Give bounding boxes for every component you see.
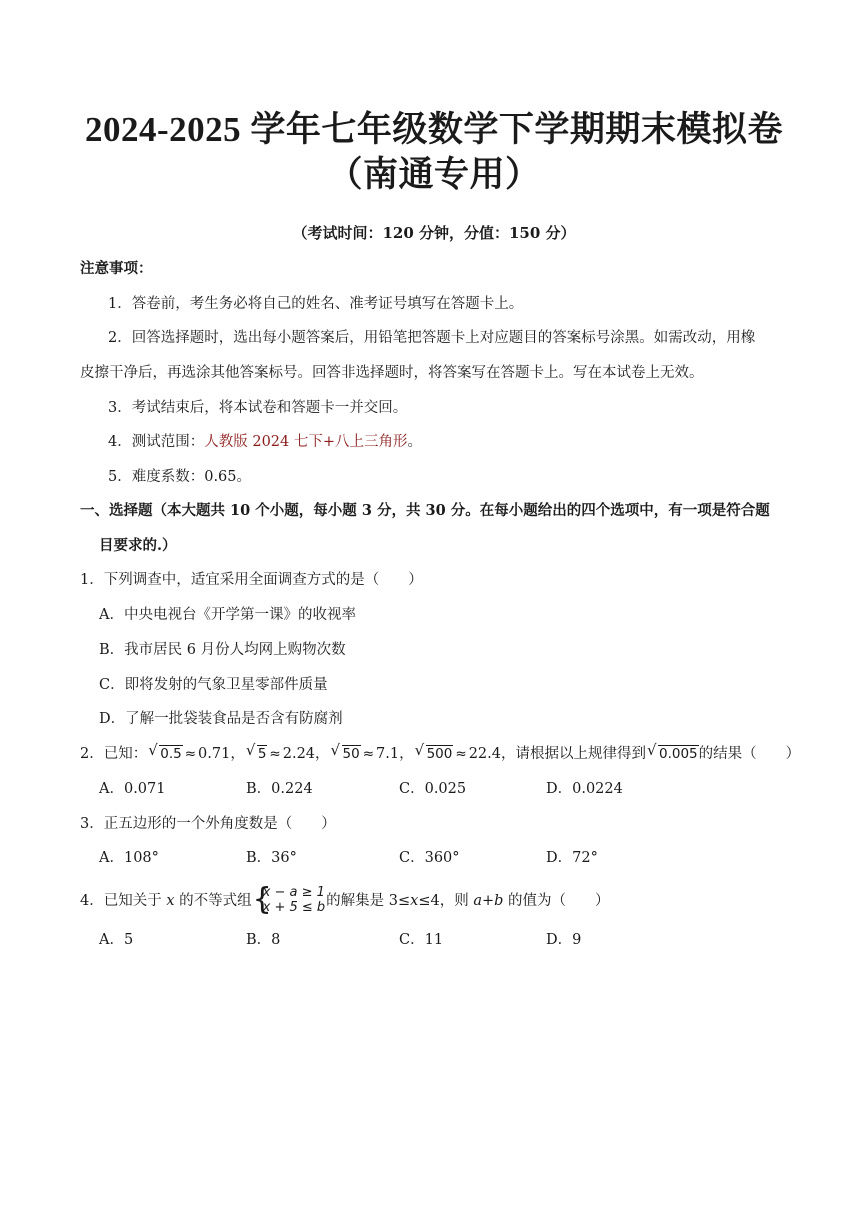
q2-option-a: A．0.071 (99, 781, 166, 797)
q2-option-b: B．0.224 (246, 781, 313, 797)
q3-option-d: D．72° (546, 850, 598, 866)
section-1-heading-line-2: 目要求的.） (99, 537, 177, 554)
notice-item-2-line-2: 皮擦干净后，再选涂其他答案标号。回答非选择题时，将答案写在答题卡上。写在本试卷上无效。 (80, 365, 704, 381)
q4-var-x-2: x (410, 893, 419, 909)
brace-icon: { (252, 882, 272, 917)
title-line-1: 2024-2025 学年七年级数学下学期期末模拟卷 (85, 110, 783, 149)
radical-icon: √ (330, 741, 341, 759)
approx-sign: ≈ (184, 746, 197, 762)
section-1-heading-line-1: 一、选择题（本大题共 10 个小题，每小题 3 分，共 30 分。在每小题给出的四个选项中，有一项是符合题 (80, 502, 770, 519)
radical-icon: √ (148, 741, 158, 759)
approx-sign: ≈ (362, 746, 375, 762)
sqrt-5: √ 5 (245, 741, 267, 762)
q4-mid: 的不等式组 (174, 893, 252, 909)
q1-option-a: A．中央电视台《开学第一课》的收视率 (99, 607, 356, 623)
q4-var-x: x (166, 893, 175, 909)
q3-option-b: B．36° (246, 850, 297, 866)
q3-option-a: A．108° (99, 850, 159, 866)
inequality-row-1: x − a ≥ 1 (262, 885, 325, 900)
q4-prefix: 4．已知关于 (80, 893, 167, 909)
q1-stem: 1．下列调查中，适宜采用全面调查方式的是（ ） (80, 572, 423, 588)
q4-option-b: B．8 (246, 932, 281, 948)
q2-stem: 2．已知： √ 0.5 ≈ 0.71， √ 5 ≈ 2.24， √ 50 ≈ 7.1， √ 500 ≈ 22.4，请根据以上规律得到 √ 0.005的结果（ ） (80, 742, 800, 766)
sqrt-0-5: √ 0.5 (148, 741, 182, 762)
q2-option-d: D．0.0224 (546, 781, 623, 797)
q1-option-c: C．即将发射的气象卫星零部件质量 (99, 677, 328, 693)
q4-suffix: 的值为（ ） (503, 893, 610, 909)
q4-after-system: 的解集是 3≤ (326, 893, 411, 909)
q4-a-plus-b: a+b (473, 893, 504, 909)
notice-item-4 (108, 430, 422, 454)
notice-item-1: 1．答卷前，考生务必将自己的姓名、准考证号填写在答题卡上。 (108, 296, 524, 312)
q4-option-a: A．5 (99, 932, 134, 948)
notice-item-5: 5．难度系数：0.65。 (108, 469, 252, 485)
q2-suffix: 的结果（ ） (698, 746, 801, 762)
radical-icon: √ (414, 741, 425, 759)
notice-item-4-suffix: 。 (407, 434, 423, 450)
q3-option-c: C．360° (399, 850, 460, 866)
notice-item-2-line-1: 2．回答选择题时，选出每小题答案后，用铅笔把答题卡上对应题目的答案标号涂黑。如需改动，用橡 (108, 330, 756, 346)
exam-info: （考试时间：120 分钟，分值：150 分） (292, 224, 576, 242)
q4-option-d: D．9 (546, 932, 582, 948)
q1-option-b: B．我市居民 6 月份人均网上购物次数 (99, 642, 346, 658)
notice-item-3: 3．考试结束后，将本试卷和答题卡一并交回。 (108, 400, 408, 416)
q2-option-c: C．0.025 (399, 781, 467, 797)
q4-stem (80, 882, 610, 917)
q4-option-c: C．11 (399, 932, 444, 948)
inequality-row-2: x + 5 ≤ b (262, 900, 326, 915)
q2-prefix: 2．已知： (80, 746, 148, 762)
radical-icon: √ (245, 741, 256, 759)
radical-icon: √ (646, 741, 657, 759)
notice-heading: 注意事项： (80, 260, 153, 277)
approx-sign: ≈ (269, 746, 281, 762)
inequality-system (252, 882, 326, 917)
title-line-2: （南通专用） (327, 155, 541, 194)
notice-item-4-prefix: 4．测试范围： (108, 434, 205, 450)
q3-stem: 3．正五边形的一个外角度数是（ ） (80, 816, 336, 832)
notice-item-4-scope: 人教版 2024 七下+八上三角形 (204, 434, 408, 450)
q1-option-d: D．了解一批袋装食品是否含有防腐剂 (99, 711, 343, 727)
sqrt-0-005: √ 0.005 (646, 741, 698, 762)
q4-after-x2: ≤4，则 (418, 893, 474, 909)
sqrt-50: √ 50 (330, 741, 360, 762)
approx-sign: ≈ (455, 746, 467, 762)
sqrt-500: √ 500 (414, 741, 453, 762)
